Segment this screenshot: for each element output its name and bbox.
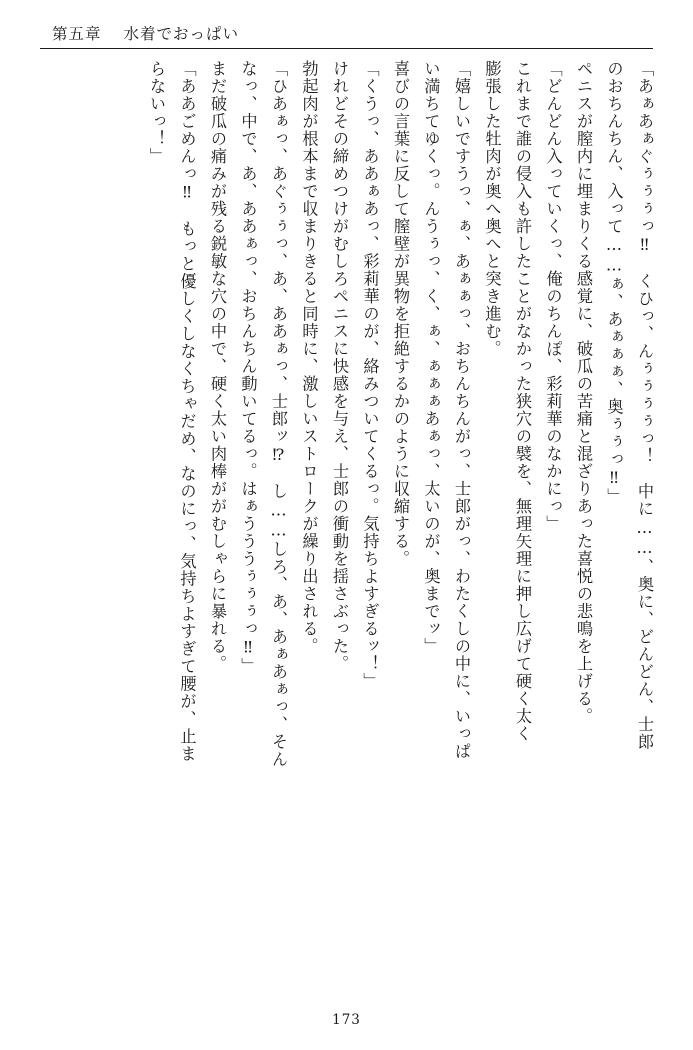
text-line: 膨張した牡肉が奥へ奥へと突き進む。: [482, 60, 502, 358]
header-divider: [40, 48, 653, 49]
text-line: 「嬉しいですうっ、ぁ、あぁぁっ、おちんちんがっ、士郎がっ、わたくしの中に、いっぱ: [452, 60, 471, 760]
text-line: のおちんちん、入って……ぁ、あぁぁぁ、奥ぅぅっ‼」: [604, 60, 624, 506]
text-line: けれどその締めつけがむしろペニスに快感を与え、士郎の衝動を揺さぶった。: [330, 60, 349, 673]
chapter-number: 第五章: [52, 25, 102, 43]
text-line: 「ひあぁっ、あぐぅぅっ、あ、ああぁっ、士郎ッ⁉ し……しろ、あ、あぁあぁっ、そん: [269, 60, 288, 769]
text-line: 「くうっ、ああぁあっ、彩莉華のが、絡みついてくるっ。気持ちよすぎるッ！」: [360, 60, 380, 690]
text-line: これまで誰の侵入も許したことがなかった狭穴の襞を、無理矢理に押し広げて硬く太く: [513, 60, 532, 743]
body-text: [40, 60, 653, 990]
text-line: い満ちてゆくっ。んうぅっ、く、ぁ、ぁぁぁあぁっ、太いのが、奥までッ」: [421, 60, 441, 655]
text-line: ペニスが膣内に埋まりくる感覚に、破瓜の苦痛と混ざりあった喜悦の悲鳴を上げる。: [574, 60, 593, 725]
page-number: 173: [332, 1012, 361, 1028]
text-line: なっ、中で、あ、ああぁっ、おちんちん動いてるっ。はぁうううぅぅぅっ‼」: [238, 60, 258, 676]
text-line: 喜びの言葉に反して膣壁が異物を拒絶するかのように収縮する。: [391, 60, 410, 568]
chapter-title: 水着でおっぱい: [123, 25, 240, 43]
text-line: 「どんどん入っていくっ、俺のちんぽ、彩莉華のなかにっ」: [543, 60, 563, 533]
text-line: まだ破瓜の痛みが残る鋭敏な穴の中で、硬く太い肉棒ががむしゃらに暴れる。: [208, 60, 227, 673]
text-line: 「あぁあぁぐぅぅぅっ‼ くひっ、んぅぅぅぅっ！ 中に……、奥に、どんどん、士郎: [635, 60, 654, 751]
text-line: らないっ！」: [147, 60, 166, 165]
running-head: [52, 18, 641, 48]
text-line: 勃起肉が根本まで収まりきると同時に、激しいストロークが繰り出される。: [299, 60, 319, 655]
text-line: 「ああごめんっ‼ もっと優しくしなくちゃだめ、なのにっ、気持ちよすぎて腰が、止ま: [177, 60, 197, 763]
